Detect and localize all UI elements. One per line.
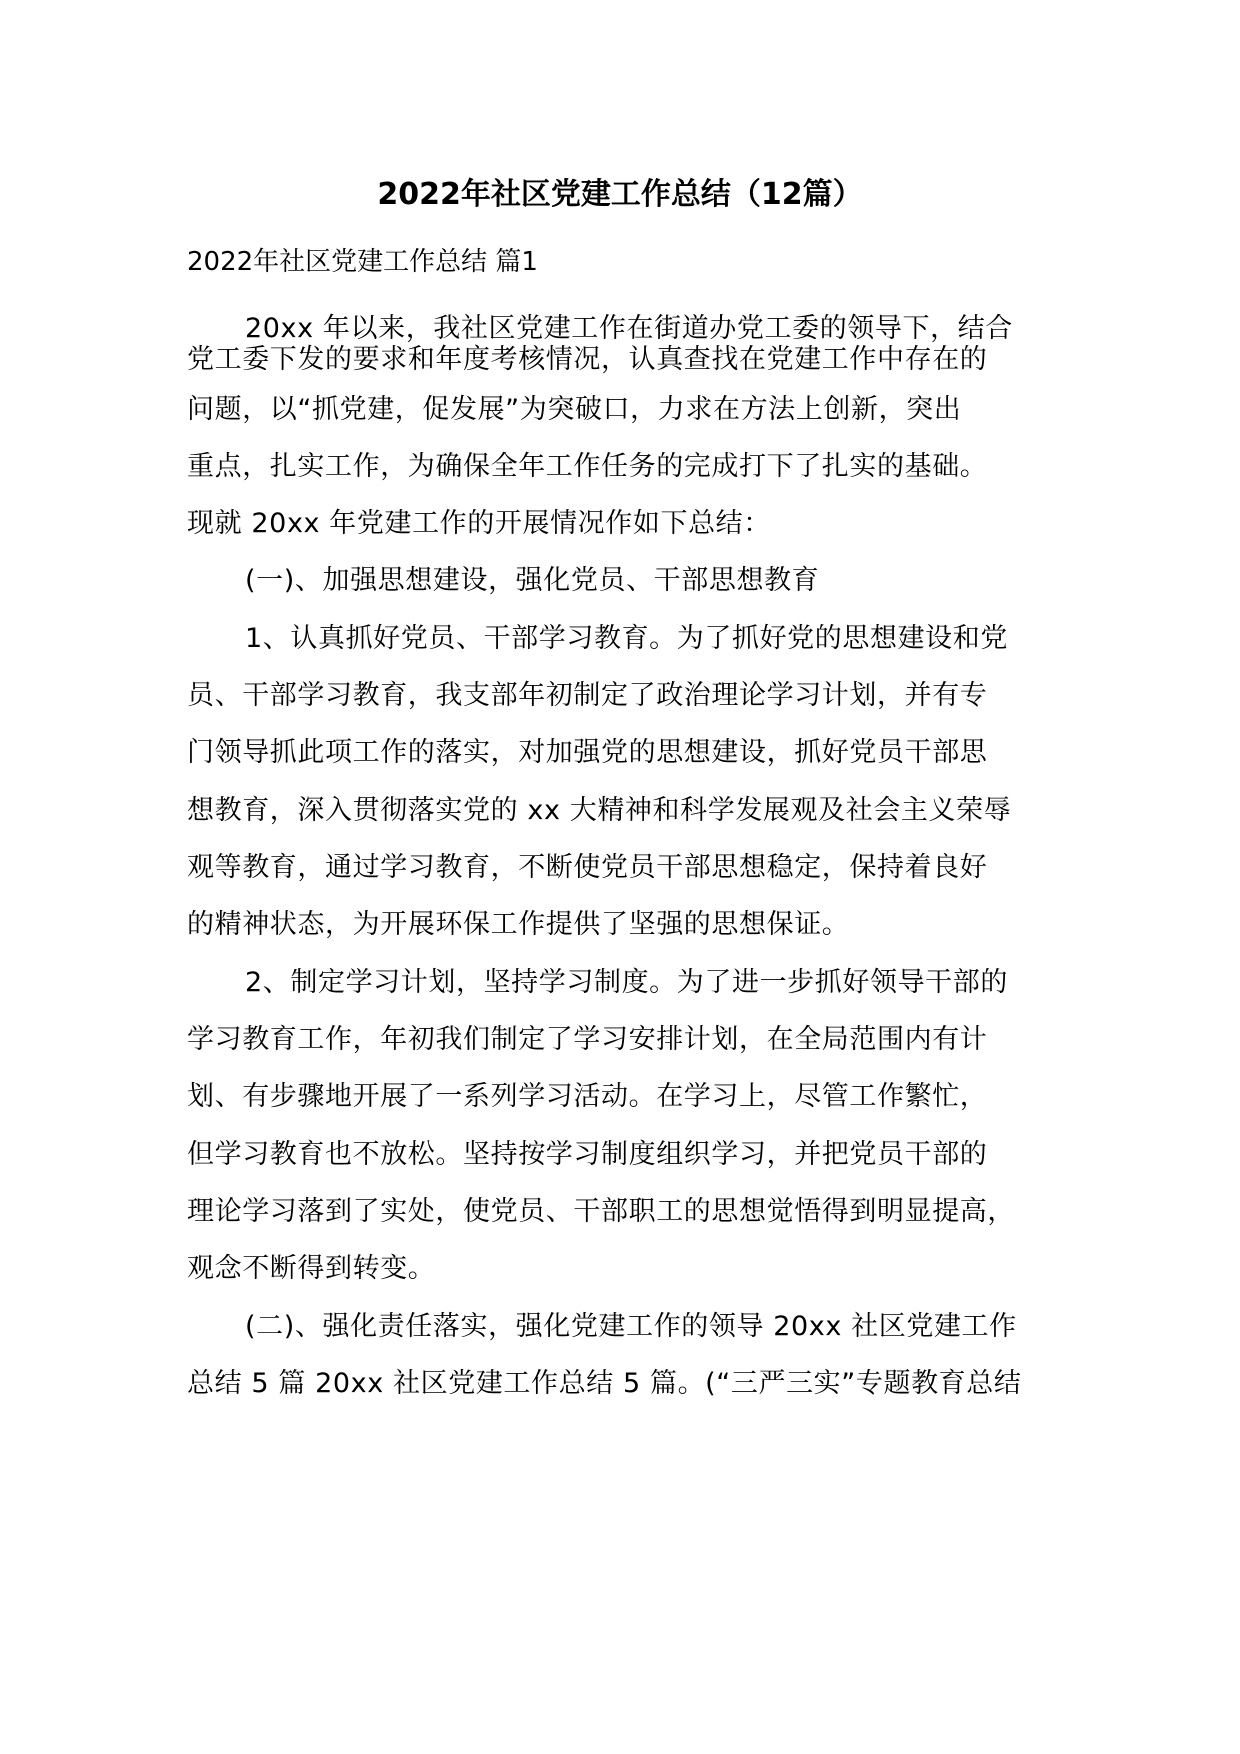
paragraph-3-line-5: 理论学习落到了实处，使党员、干部职工的思想觉悟得到明显提高，	[187, 1196, 1015, 1227]
paragraph-2-line-6: 的精神状态，为开展环保工作提供了坚强的思想保证。	[187, 909, 850, 940]
paragraph-1-line-5: 现就 20xx 年党建工作的开展情况作如下总结：	[187, 508, 771, 539]
paragraph-1-line-3: 问题，以“抓党建，促发展”为突破口，力求在方法上创新，突出	[187, 394, 962, 425]
paragraph-2-line-2: 员、干部学习教育，我支部年初制定了政治理论学习计划，并有专	[187, 680, 988, 711]
paragraph-2-line-1: 1、认真抓好党员、干部学习教育。为了抓好党的思想建设和党	[245, 623, 1008, 654]
paragraph-3-line-3: 划、有步骤地开展了一系列学习活动。在学习上，尽管工作繁忙，	[187, 1081, 988, 1112]
paragraph-3-line-4: 但学习教育也不放松。坚持按学习制度组织学习，并把党员干部的	[187, 1139, 988, 1170]
document-title: 2022年社区党建工作总结（12篇）	[377, 177, 863, 212]
paragraph-3-line-6: 观念不断得到转变。	[187, 1253, 436, 1284]
section-heading-1: (一)、加强思想建设，强化党员、干部思想教育	[245, 565, 820, 596]
paragraph-2-line-3: 门领导抓此项工作的落实，对加强党的思想建设，抓好党员干部思	[187, 737, 988, 768]
paragraph-1-line-4: 重点，扎实工作，为确保全年工作任务的完成打下了扎实的基础。	[187, 451, 988, 482]
section-heading-2-line-1: (二)、强化责任落实，强化党建工作的领导 20xx 社区党建工作	[245, 1311, 1017, 1342]
paragraph-3-line-2: 学习教育工作，年初我们制定了学习安排计划，在全局范围内有计	[187, 1024, 988, 1055]
paragraph-3-line-1: 2、制定学习计划，坚持学习制度。为了进一步抓好领导干部的	[245, 967, 1008, 998]
section-heading-2-line-2: 总结 5 篇 20xx 社区党建工作总结 5 篇。(“三严三实”专题教育总结	[187, 1368, 1022, 1399]
paragraph-1-line-1: 20xx 年以来，我社区党建工作在街道办党工委的领导下，结合	[245, 313, 1013, 344]
paragraph-2-line-4: 想教育，深入贯彻落实党的 xx 大精神和科学发展观及社会主义荣辱	[187, 795, 1012, 826]
paragraph-2-line-5: 观等教育，通过学习教育，不断使党员干部思想稳定，保持着良好	[187, 852, 988, 883]
section-heading: 2022年社区党建工作总结 篇1	[187, 247, 538, 277]
paragraph-1-line-2: 党工委下发的要求和年度考核情况，认真查找在党建工作中存在的	[187, 344, 988, 375]
